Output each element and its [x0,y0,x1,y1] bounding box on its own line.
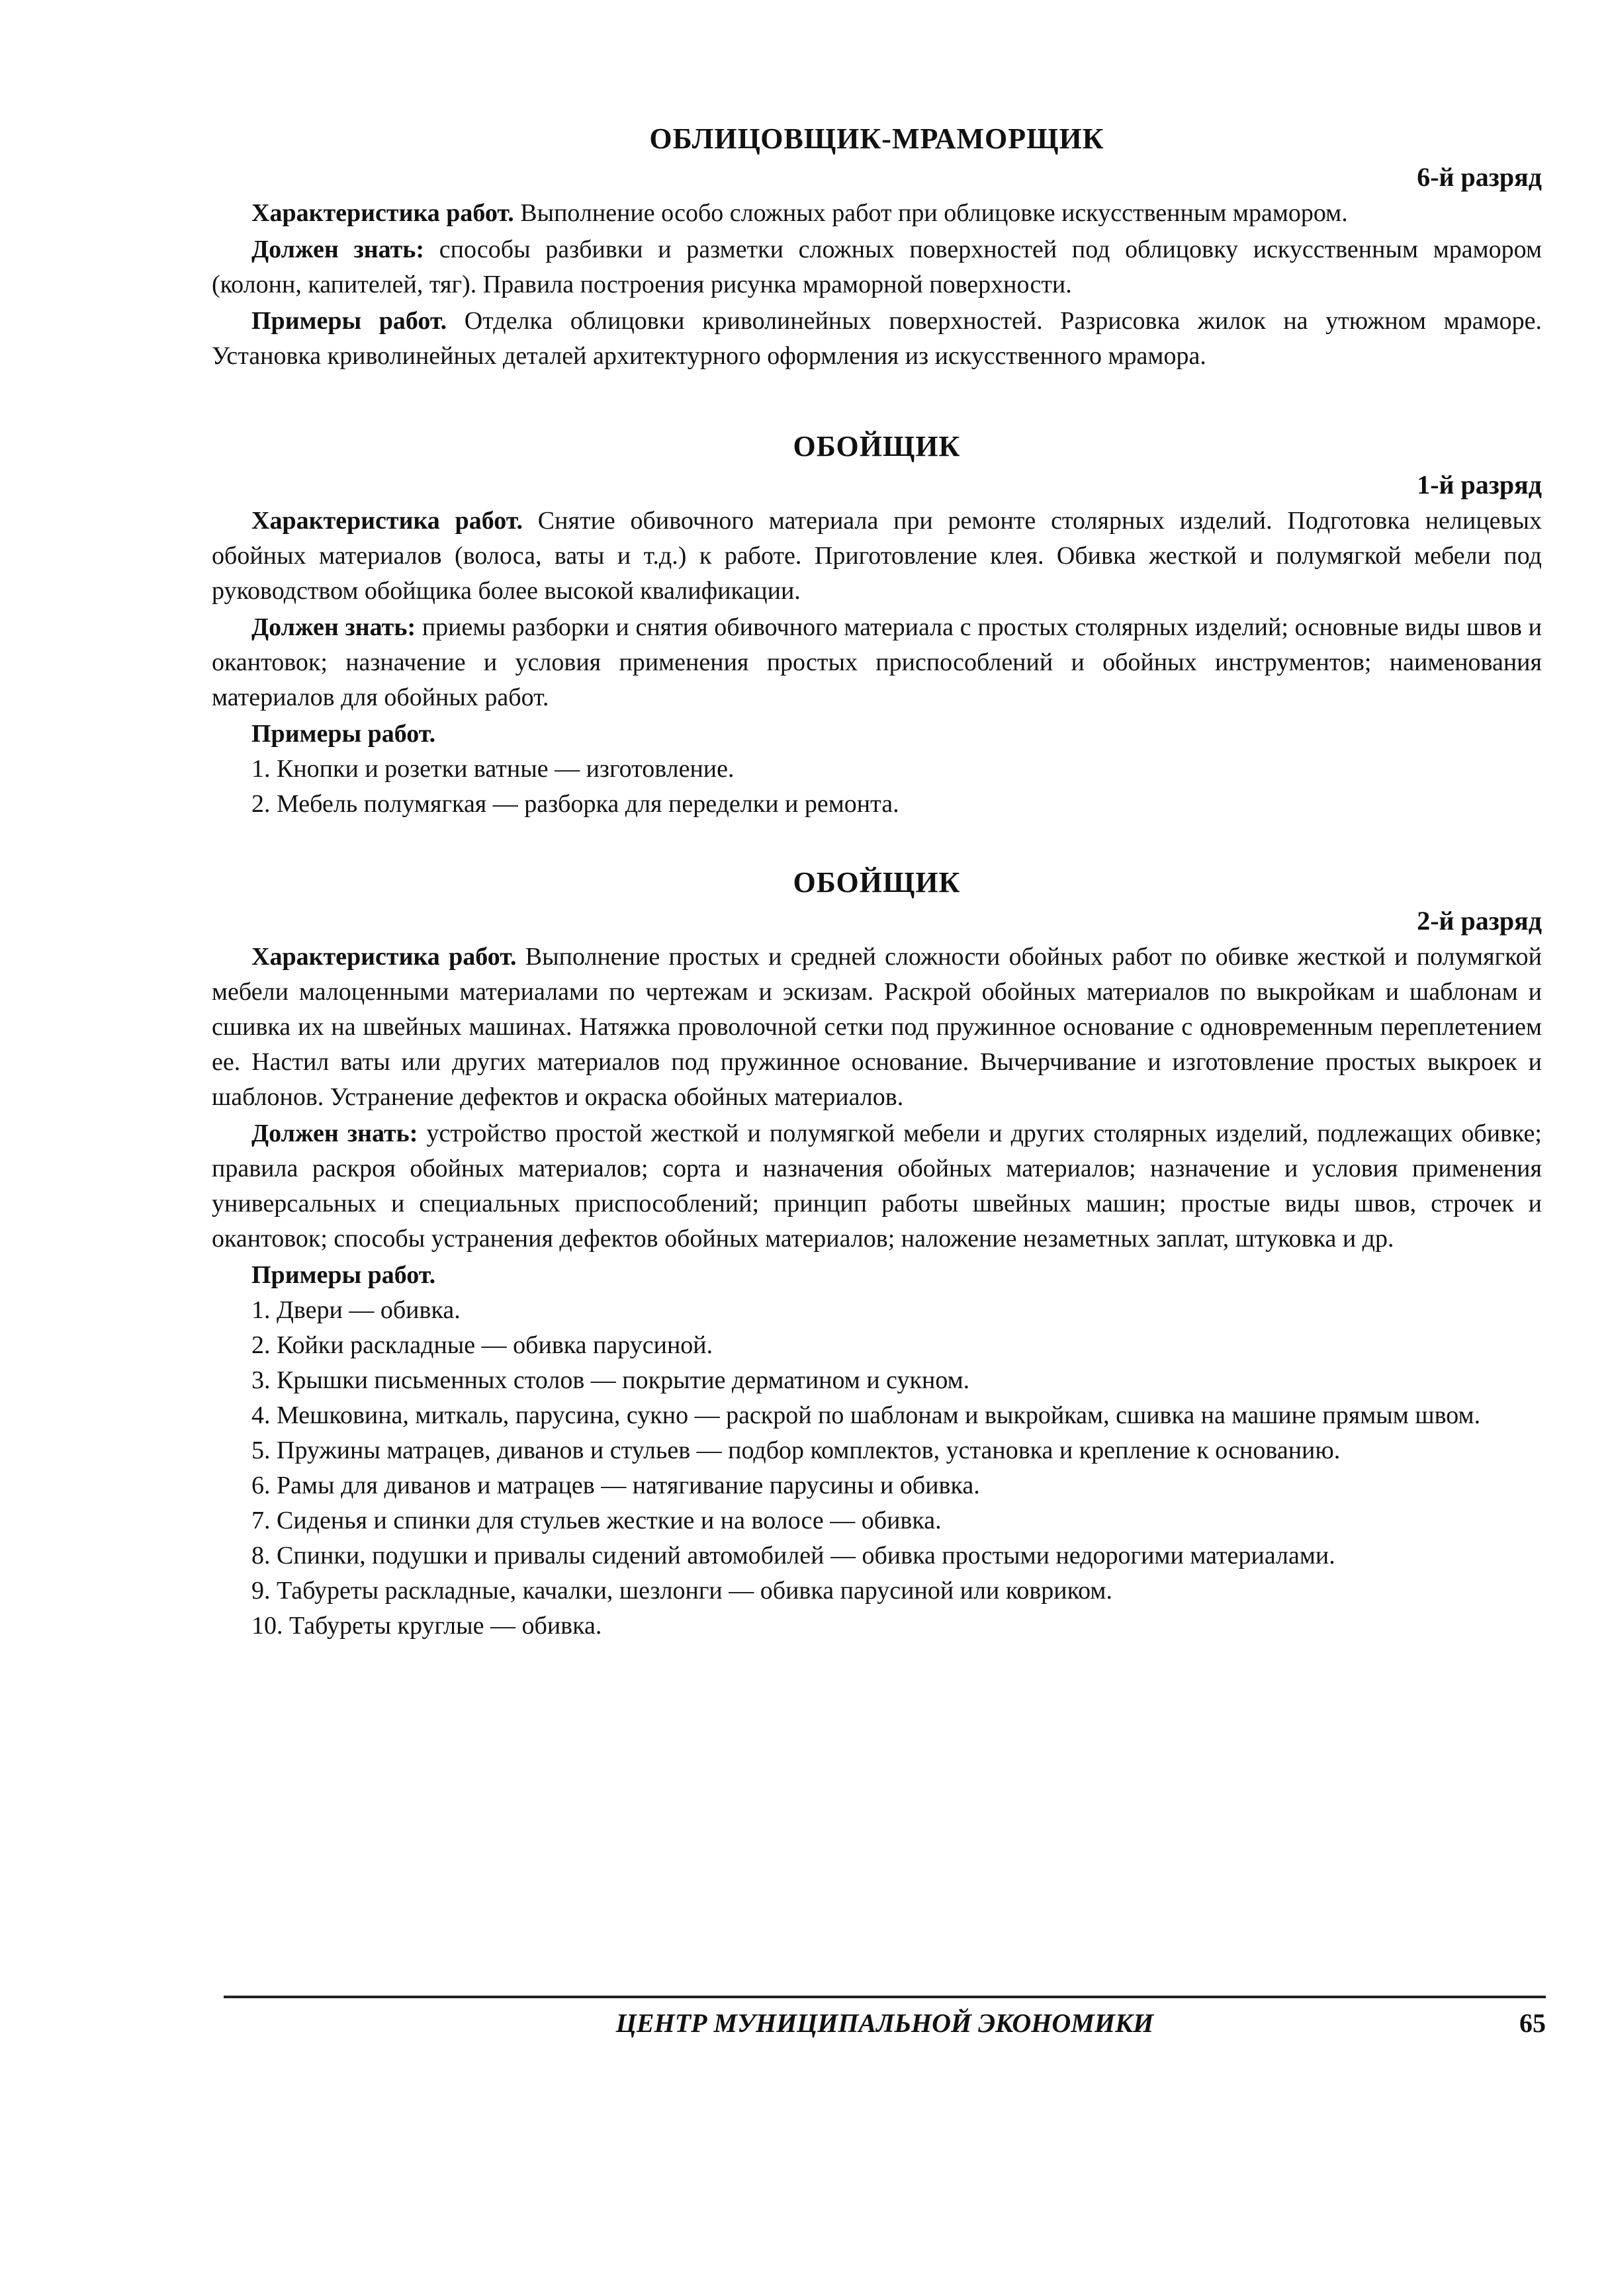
characteristic-label: Характеристика работ. [251,943,517,971]
footer-divider [224,1996,1546,1998]
section-title: ОБОЙЩИК [793,430,961,463]
examples-label: Примеры работ. [251,307,447,335]
must-know-text: способы разбивки и разметки сложных поверхностей под облицовку искусственным мрамором (колонн, капителей, тяг). Правила построения рисунка мраморной поверхности. [212,236,1542,298]
examples-paragraph [212,304,1542,374]
list-item: 9. Табуреты раскладные, качалки, шезлонги — обивка парусиной или ковриком. [251,1577,1112,1605]
section-upholsterer-rank-2 [212,863,1542,1644]
must-know-label: Должен знать: [251,236,425,263]
must-know-label: Должен знать: [251,613,416,641]
examples-list [212,1293,1542,1644]
characteristic-label: Характеристика работ. [251,507,523,535]
characteristic-text: Выполнение простых и средней сложности обойных работ по обивке жесткой и полумягкой мебели малоценными материалами по чертежам и эскизам. Раскрой обойных материалов по выкройкам и шаблонам и сшивка их на швейных машинах. Натяжка проволочной сетки под пружинное основание с одновременным переплетением ее. Настил ваты или других материалов под пружинное основание. Вычерчивание и изготовление простых выкроек и шаблонов. Устранение дефектов и окраска обойных материалов. [212,943,1542,1111]
list-item: 1. Двери — обивка. [251,1296,461,1324]
page-number: 65 [1519,2008,1546,2038]
rank-label: 1-й разряд [1417,470,1542,500]
rank-label: 2-й разряд [1417,906,1542,936]
list-item: 2. Мебель полумягкая — разборка для переделки и ремонта. [251,790,899,818]
examples-text: Отделка облицовки криволинейных поверхностей. Разрисовка жилок на утюжном мраморе. Установка криволинейных деталей архитектурного оформления из искусственного мрамора. [212,307,1542,370]
list-item: 1. Кнопки и розетки ватные — изготовление. [251,755,735,783]
list-item: 4. Мешковина, миткаль, парусина, сукно — раскрой по шаблонам и выкройкам, сшивка на машине прямым швом. [251,1401,1481,1429]
rank-label: 6-й разряд [1417,162,1542,192]
list-item: 8. Спинки, подушки и привалы сидений автомобилей — обивка простыми недорогими материалами. [251,1542,1335,1569]
list-item: 3. Крышки письменных столов — покрытие дерматином и сукном. [251,1366,970,1394]
list-item: 2. Койки раскладные — обивка парусиной. [251,1331,713,1359]
must-know-text: устройство простой жесткой и полумягкой мебели и других столярных изделий, подлежащих обивке; правила раскроя обойных материалов; сорта и назначения обойных материалов; назначение и условия применения универсальных и специальных приспособлений; принцип работы швейных машин; простые виды швов, строчек и окантовок; способы устранения дефектов обойных материалов; наложение незаметных заплат, штуковка и др. [212,1120,1542,1253]
must-know-label: Должен знать: [251,1120,418,1147]
list-item: 6. Рамы для диванов и матрацев — натягивание парусины и обивка. [251,1472,980,1499]
section-marble-facer [212,119,1542,374]
examples-label: Примеры работ. [251,720,436,748]
list-item: 5. Пружины матрацев, диванов и стульев — подбор комплектов, установка и крепление к основанию. [251,1436,1341,1464]
characteristic-paragraph [212,940,1542,1115]
section-title: ОБОЙЩИК [793,866,961,899]
page-content [212,119,1542,1644]
must-know-paragraph [212,1116,1542,1257]
characteristic-text: Снятие обивочного материала при ремонте столярных изделий. Подготовка нелицевых обойных материалов (волоса, ваты и т.д.) к работе. Приготовление клея. Обивка жесткой и полумягкой мебели под руководством обойщика более высокой квалификации. [212,507,1542,605]
must-know-paragraph [212,232,1542,302]
characteristic-label: Характеристика работ. [251,199,514,227]
section-upholsterer-rank-1 [212,427,1542,822]
must-know-paragraph [212,610,1542,715]
list-item: 10. Табуреты круглые — обивка. [251,1612,602,1640]
characteristic-paragraph [212,504,1542,609]
characteristic-paragraph [212,196,1542,231]
must-know-text: приемы разборки и снятия обивочного материала с простых столярных изделий; основные виды швов и окантовок; назначение и условия применения простых приспособлений и обойных инструментов; наименования материалов для обойных работ. [212,613,1542,711]
examples-label: Примеры работ. [251,1261,436,1289]
footer-publisher: ЦЕНТР МУНИЦИПАЛЬНОЙ ЭКОНОМИКИ [615,2008,1154,2038]
list-item: 7. Сиденья и спинки для стульев жесткие и на волосе — обивка. [251,1507,942,1534]
section-title: ОБЛИЦОВЩИК-МРАМОРЩИК [649,122,1104,155]
examples-list [212,752,1542,822]
characteristic-text: Выполнение особо сложных работ при облицовке искусственным мрамором. [514,199,1348,227]
